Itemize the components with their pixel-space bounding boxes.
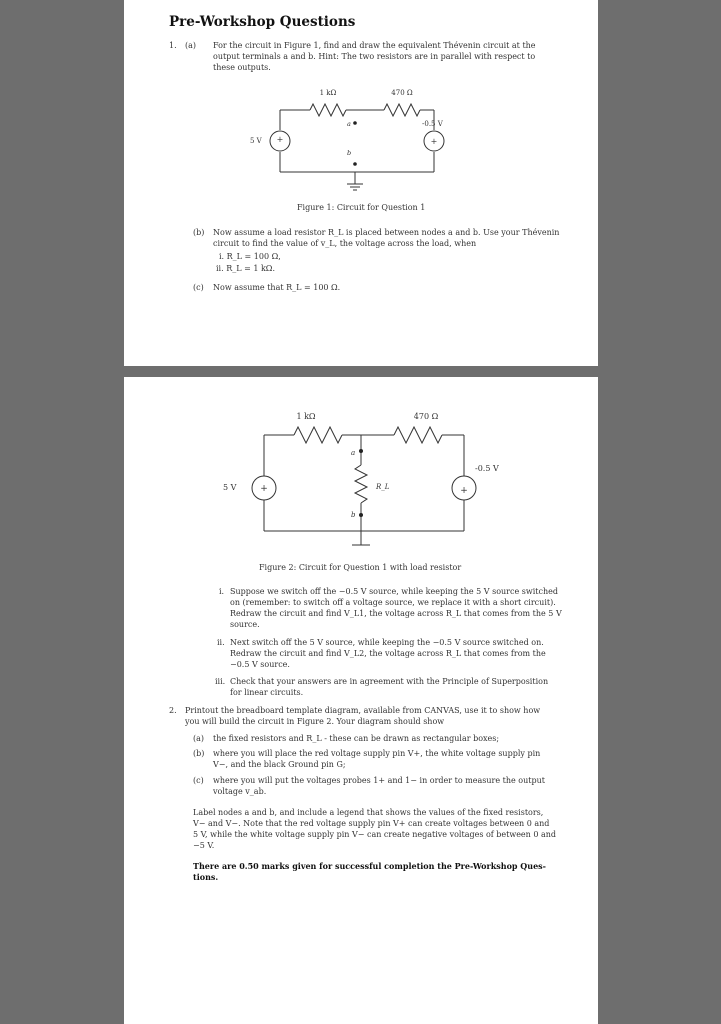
- q2-line-2: you will build the circuit in Figure 2. Your diagram should show: [185, 717, 445, 726]
- page-1: [124, 0, 598, 366]
- item-i-line-4: source.: [230, 620, 260, 629]
- r1-label: 1 kΩ: [319, 89, 337, 97]
- q2b-line-1: where you will place the red voltage supply pin V+, the white voltage supply pin: [213, 749, 541, 758]
- q1c-text: Now assume that R_L = 100 Ω.: [213, 283, 341, 292]
- item-iii-line-2: for linear circuits.: [230, 688, 304, 697]
- q1-number: 1.: [169, 41, 177, 50]
- src-right-label: -0.5 V: [422, 120, 443, 128]
- r2-label: 470 Ω: [391, 89, 413, 97]
- node-a-label: a: [347, 120, 351, 128]
- label-line-1: Label nodes a and b, and include a legend that shows the values of the fixed resistors,: [193, 808, 544, 817]
- figure-2-circuit: [219, 399, 529, 549]
- item-ii-line-1: Next switch off the 5 V source, while keeping the −0.5 V source switched on.: [230, 638, 544, 647]
- q2a-label: (a): [193, 734, 205, 743]
- q2a-text: the fixed resistors and R_L - these can be drawn as rectangular boxes;: [213, 734, 500, 743]
- r1-label: 1 kΩ: [296, 412, 316, 421]
- node-a-terminal: [353, 121, 357, 125]
- node-a-terminal: [359, 449, 363, 453]
- q2c-label: (c): [193, 776, 204, 785]
- q1a-line-3: these outputs.: [213, 63, 271, 72]
- marks-line-1: There are 0.50 marks given for successful completion the Pre-Workshop Ques-: [193, 861, 546, 871]
- resistor-1k: [310, 104, 346, 116]
- label-line-4: −5 V.: [193, 841, 215, 850]
- figure-1-circuit: [244, 80, 464, 195]
- plus-left: +: [276, 135, 284, 144]
- q1a-line-1: For the circuit in Figure 1, find and draw the equivalent Thévenin circuit at the: [213, 41, 536, 50]
- item-ii-line-2: Redraw the circuit and find V_L2, the voltage across R_L that comes from the: [230, 649, 546, 658]
- item-iii-label: iii.: [215, 677, 226, 686]
- node-b-label: b: [347, 149, 352, 157]
- plus-left: +: [260, 484, 268, 494]
- plus-right: +: [460, 486, 468, 496]
- q1a-label: (a): [185, 41, 197, 50]
- q2b-line-2: V−, and the black Ground pin G;: [213, 760, 346, 769]
- item-i-label: i.: [219, 587, 225, 596]
- node-b-terminal: [353, 162, 357, 166]
- q1b-line-1: Now assume a load resistor R_L is placed between nodes a and b. Use your Thévenin: [213, 228, 560, 237]
- q2b-label: (b): [193, 749, 205, 758]
- resistor-rl: [355, 465, 367, 503]
- q1b-item-ii: ii. R_L = 1 kΩ.: [216, 264, 275, 273]
- marks-line-2: tions.: [193, 872, 219, 882]
- src-left-label: 5 V: [223, 483, 237, 492]
- q1b-item-i: i. R_L = 100 Ω,: [219, 252, 281, 261]
- page-title: Pre-Workshop Questions: [169, 14, 356, 30]
- node-a-label: a: [351, 449, 356, 457]
- plus-right: +: [430, 137, 438, 146]
- q1b-line-2: circuit to find the value of v_L, the voltage across the load, when: [213, 239, 477, 248]
- figure-1-caption: Figure 1: Circuit for Question 1: [297, 203, 426, 212]
- resistor-470: [384, 104, 420, 116]
- q2-line-1: Printout the breadboard template diagram, available from CANVAS, use it to show how: [185, 706, 541, 715]
- src-right-label: -0.5 V: [475, 464, 499, 473]
- node-b-terminal: [359, 513, 363, 517]
- page-2: [124, 377, 598, 1024]
- q1c-label: (c): [193, 283, 204, 292]
- item-ii-label: ii.: [217, 638, 225, 647]
- q2-number: 2.: [169, 706, 177, 715]
- q1b-label: (b): [193, 228, 205, 237]
- src-left-label: 5 V: [250, 137, 262, 145]
- item-i-line-2: on (remember: to switch off a voltage source, we replace it with a short circuit).: [230, 598, 556, 607]
- resistor-1k: [294, 427, 342, 443]
- rl-label: R_L: [376, 483, 390, 491]
- q2c-line-2: voltage v_ab.: [213, 787, 267, 796]
- item-iii-line-1: Check that your answers are in agreement with the Principle of Superposition: [230, 677, 549, 686]
- item-i-line-1: Suppose we switch off the −0.5 V source, while keeping the 5 V source switched: [230, 587, 558, 596]
- label-line-2: V− and V−. Note that the red voltage supply pin V+ can create voltages between 0 and: [193, 819, 550, 828]
- q1a-line-2: output terminals a and b. Hint: The two resistors are in parallel with respect to: [213, 52, 536, 61]
- resistor-470: [394, 427, 442, 443]
- item-ii-line-3: −0.5 V source.: [230, 660, 290, 669]
- item-i-line-3: Redraw the circuit and find V_L1, the voltage across R_L that comes from the 5 V: [230, 609, 562, 618]
- figure-2-caption: Figure 2: Circuit for Question 1 with load resistor: [259, 563, 462, 572]
- node-b-label: b: [351, 511, 356, 519]
- label-line-3: 5 V, while the white voltage supply pin V− can create negative voltages of between 0 and: [193, 830, 557, 839]
- r2-label: 470 Ω: [413, 412, 439, 421]
- q2c-line-1: where you will put the voltages probes 1+ and 1− in order to measure the output: [213, 776, 545, 785]
